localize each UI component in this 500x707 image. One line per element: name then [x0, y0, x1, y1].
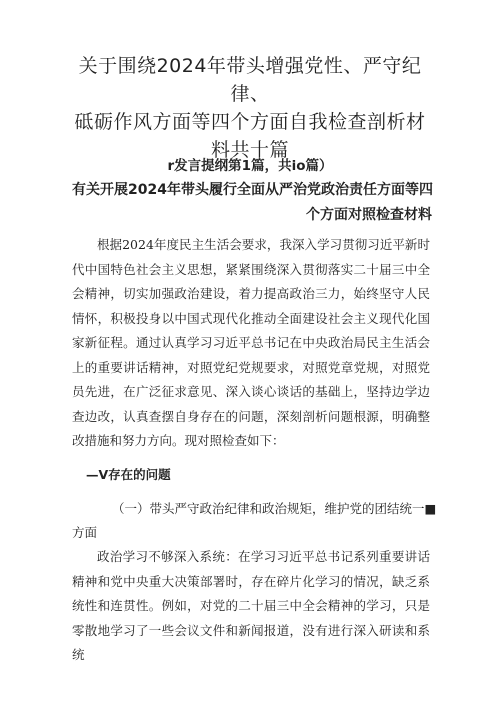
subsection-1-line-1: （一）带头严守政治纪律和政治规矩，维护党的团结统一■	[112, 501, 437, 516]
section-body	[72, 545, 430, 668]
intro-paragraph: 根据2024年度民主生活会要求，我深入学习贯彻习近平新时代中国特色社会主义思想，紧紧围绕深入贯彻落实二十届三中全会精神，切实加强政治建设，着力提高政治三力，始终坚守人民情怀，积极投身以中国式现代化推动全面建设社会主义现代化国家新征程。通过认真学习习近平总书记在中央政治局民主生活会上的重要讲话精神，对照党纪党规要求，对照党章党规，对照党员先进，在广泛征求意见、深入谈心谈话的基础上，坚持边学边查边改，认真查摆自身存在的问题，深刻剖析问题根源，明确整改措施和努力方向。现对照检查如下：	[72, 237, 430, 448]
title-line-1: 关于围绕2024年带头增强党性、严守纪律、	[78, 55, 422, 105]
title-line-3: 料共十篇	[210, 139, 289, 161]
section-title-line-2: 个方面对照检查材料	[306, 207, 432, 223]
subsection-1-line-2: 方面	[72, 525, 98, 540]
body-paragraph: 政治学习不够深入系统：在学习习近平总书记系列重要讲话精神和党中央重大决策部署时，存在碎片化学习的情况，缺乏系统性和连贯性。例如，对党的二十届三中全会精神的学习，只是零散地学习了一些会议文件和新闻报道，没有进行深入研读和系统	[72, 549, 430, 662]
section-1-heading: —V存在的问题	[86, 467, 171, 482]
document-title	[60, 52, 440, 164]
subsection-1-heading	[72, 497, 437, 545]
intro-body	[72, 233, 430, 454]
section-title	[72, 178, 432, 228]
document-subtitle: r发言提纲第1篇，共io篇）	[167, 158, 333, 174]
section-title-line-1: 有关开展2024年带头履行全面从严治党政治责任方面等四	[72, 182, 433, 198]
title-line-2: 砥砺作风方面等四个方面自我检查剖析材	[74, 111, 426, 133]
